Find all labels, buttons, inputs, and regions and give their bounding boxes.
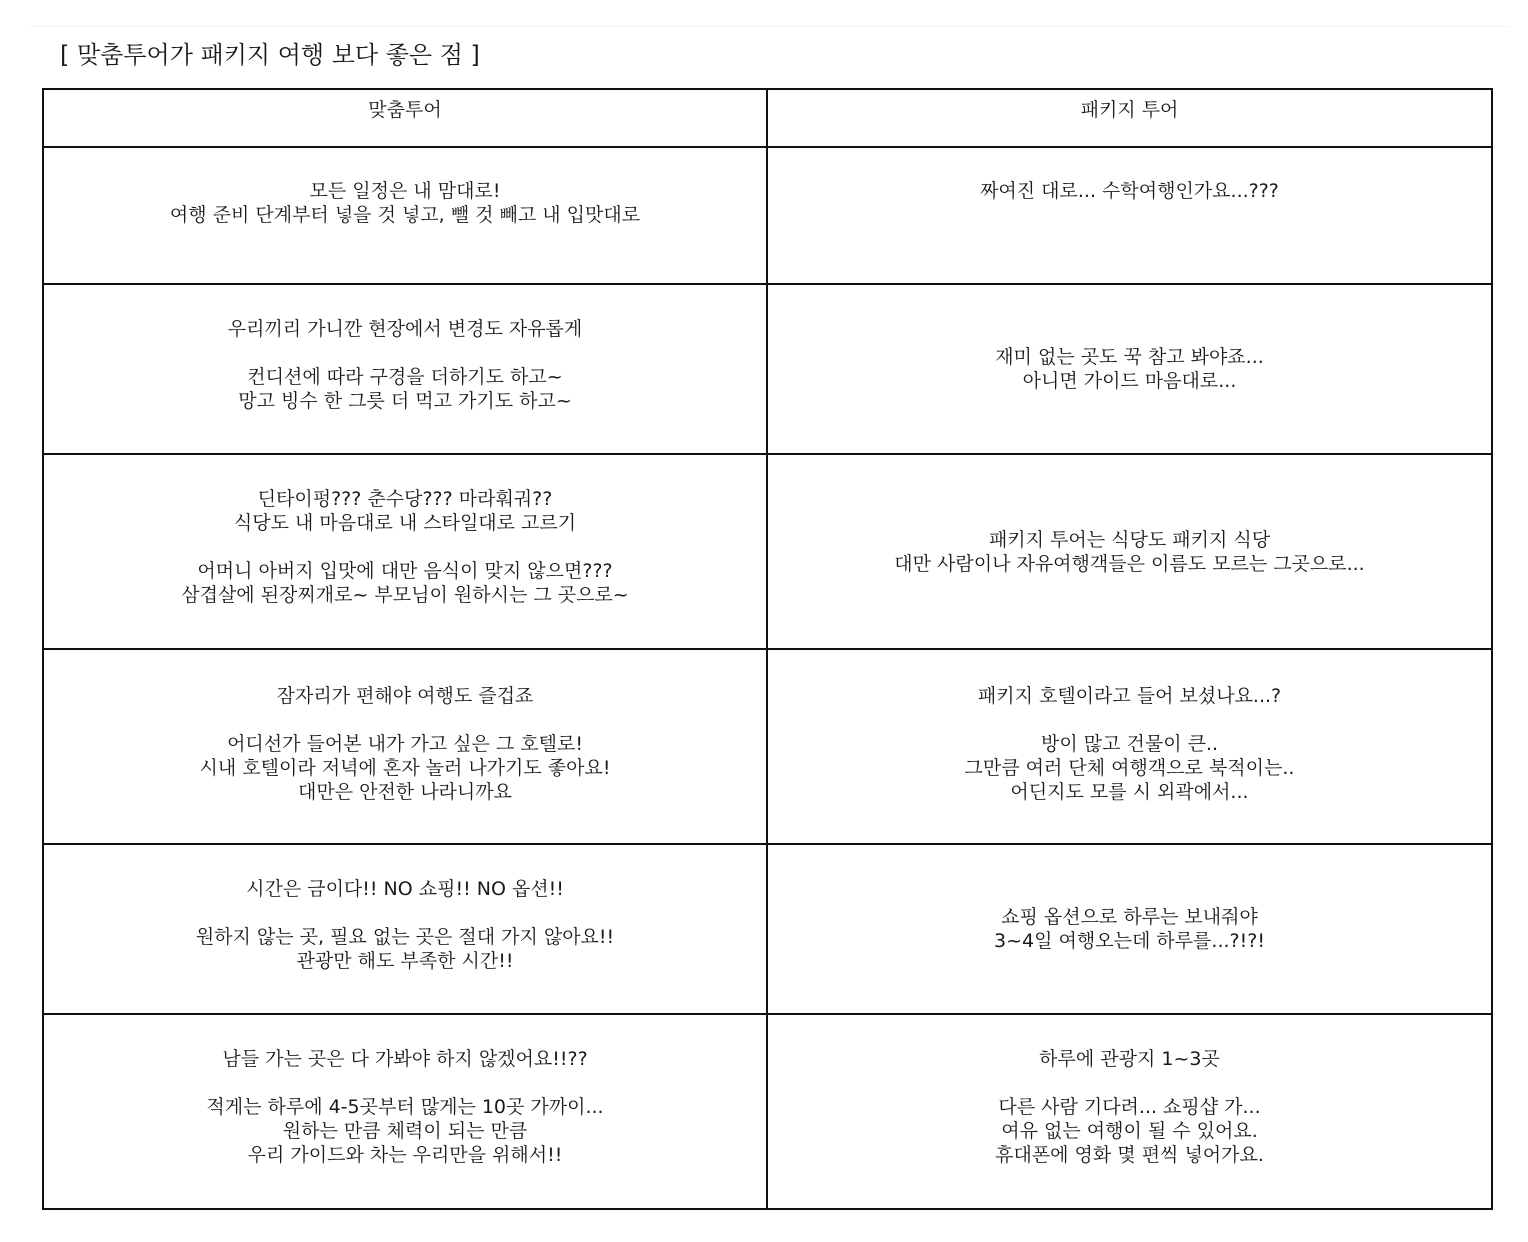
table-row <box>43 284 1492 454</box>
cell-text-line: 원하지 않는 곳, 필요 없는 곳은 절대 가지 않아요!! <box>195 926 615 948</box>
package-tour-cell <box>767 147 1492 284</box>
cell-text-line: 식당도 내 마음대로 내 스타일대로 고르기 <box>233 512 577 534</box>
cell-text-line: 재미 없는 곳도 꾹 참고 봐야죠... <box>995 346 1264 368</box>
cell-text-line: 삼겹살에 된장찌개로~ 부모님이 원하시는 그 곳으로~ <box>181 584 629 606</box>
cell-text-line: 딘타이펑??? 춘수당??? 마라훠궈?? <box>257 488 553 510</box>
cell-text-line: 아니면 가이드 마음대로... <box>1022 370 1237 392</box>
cell-text-line: 방이 많고 건물이 큰.. <box>1040 733 1219 755</box>
cell-text-line: 우리끼리 가니깐 현장에서 변경도 자유롭게 <box>227 318 583 340</box>
package-tour-cell <box>767 1014 1492 1209</box>
cell-text-line <box>56 1071 754 1095</box>
cell-text-line: 여행 준비 단계부터 넣을 것 넣고, 뺄 것 빼고 내 입맛대로 <box>169 204 641 226</box>
package-tour-cell <box>767 454 1492 649</box>
cell-text-line <box>56 535 754 559</box>
custom-tour-cell <box>43 649 767 844</box>
cell-text-line <box>780 708 1479 732</box>
table-row <box>43 649 1492 844</box>
package-tour-cell <box>767 844 1492 1014</box>
cell-text-line: 짜여진 대로... 수학여행인가요...??? <box>980 180 1279 202</box>
cell-text-line: 남들 가는 곳은 다 가봐야 하지 않겠어요!!?? <box>222 1048 588 1070</box>
cell-text-line: 어딘지도 모를 시 외곽에서... <box>1010 781 1249 803</box>
table-header-row <box>43 89 1492 147</box>
header-custom-tour: 맞춤투어 <box>43 89 767 147</box>
cell-text-line: 대만은 안전한 나라니까요 <box>298 781 512 803</box>
cell-text-line <box>780 1071 1479 1095</box>
cell-text-line: 잠자리가 편해야 여행도 즐겁죠 <box>276 685 534 707</box>
table-row <box>43 454 1492 649</box>
custom-tour-cell <box>43 147 767 284</box>
cell-text-line: 적게는 하루에 4-5곳부터 많게는 10곳 가까이... <box>206 1096 604 1118</box>
cell-text-line <box>56 708 754 732</box>
cell-text-line: 어머니 아버지 입맛에 대만 음식이 맞지 않으면??? <box>197 560 613 582</box>
custom-tour-cell <box>43 454 767 649</box>
cell-text-line: 시내 호텔이라 저녁에 혼자 놀러 나가기도 좋아요! <box>199 757 611 779</box>
cell-text-line <box>56 341 754 365</box>
document-title: [ 맞춤투어가 패키지 여행 보다 좋은 점 ] <box>60 41 480 69</box>
cell-text-line <box>56 901 754 925</box>
custom-tour-cell <box>43 284 767 454</box>
cell-text-line: 여유 없는 여행이 될 수 있어요. <box>1001 1120 1258 1142</box>
cell-text-line: 쇼핑 옵션으로 하루는 보내줘야 <box>1001 906 1258 928</box>
cell-text-line: 망고 빙수 한 그릇 더 먹고 가기도 하고~ <box>238 390 572 412</box>
cell-text-line: 컨디션에 따라 구경을 더하기도 하고~ <box>247 366 563 388</box>
package-tour-cell <box>767 284 1492 454</box>
cell-text-line: 시간은 금이다!! NO 쇼핑!! NO 옵션!! <box>246 878 564 900</box>
cell-text-line: 원하는 만큼 체력이 되는 만큼 <box>282 1120 528 1142</box>
cell-text-line: 모든 일정은 내 맘대로! <box>309 180 501 202</box>
cell-text-line: 3~4일 여행오는데 하루를...?!?! <box>994 930 1265 952</box>
custom-tour-cell <box>43 844 767 1014</box>
cell-text-line: 우리 가이드와 차는 우리만을 위해서!! <box>247 1144 563 1166</box>
top-divider <box>30 26 1508 27</box>
cell-text-line: 패키지 호텔이라고 들어 보셨나요...? <box>977 685 1282 707</box>
cell-text-line: 다른 사람 기다려... 쇼핑샵 가... <box>998 1096 1261 1118</box>
table-row <box>43 147 1492 284</box>
cell-text-line: 하루에 관광지 1~3곳 <box>1039 1048 1220 1070</box>
cell-text-line: 패키지 투어는 식당도 패키지 식당 <box>988 528 1271 551</box>
package-tour-cell <box>767 649 1492 844</box>
comparison-table <box>42 88 1493 1210</box>
cell-text-line: 관광만 해도 부족한 시간!! <box>296 950 514 972</box>
custom-tour-cell <box>43 1014 767 1209</box>
header-package-tour: 패키지 투어 <box>767 89 1492 147</box>
table-row <box>43 1014 1492 1209</box>
table-row <box>43 844 1492 1014</box>
cell-text-line: 그만큼 여러 단체 여행객으로 북적이는.. <box>964 757 1295 779</box>
cell-text-line: 어디선가 들어본 내가 가고 싶은 그 호텔로! <box>227 733 583 755</box>
cell-text-line: 휴대폰에 영화 몇 편씩 넣어가요. <box>995 1144 1264 1166</box>
cell-text-line: 대만 사람이나 자유여행객들은 이름도 모르는 그곳으로... <box>894 552 1365 575</box>
